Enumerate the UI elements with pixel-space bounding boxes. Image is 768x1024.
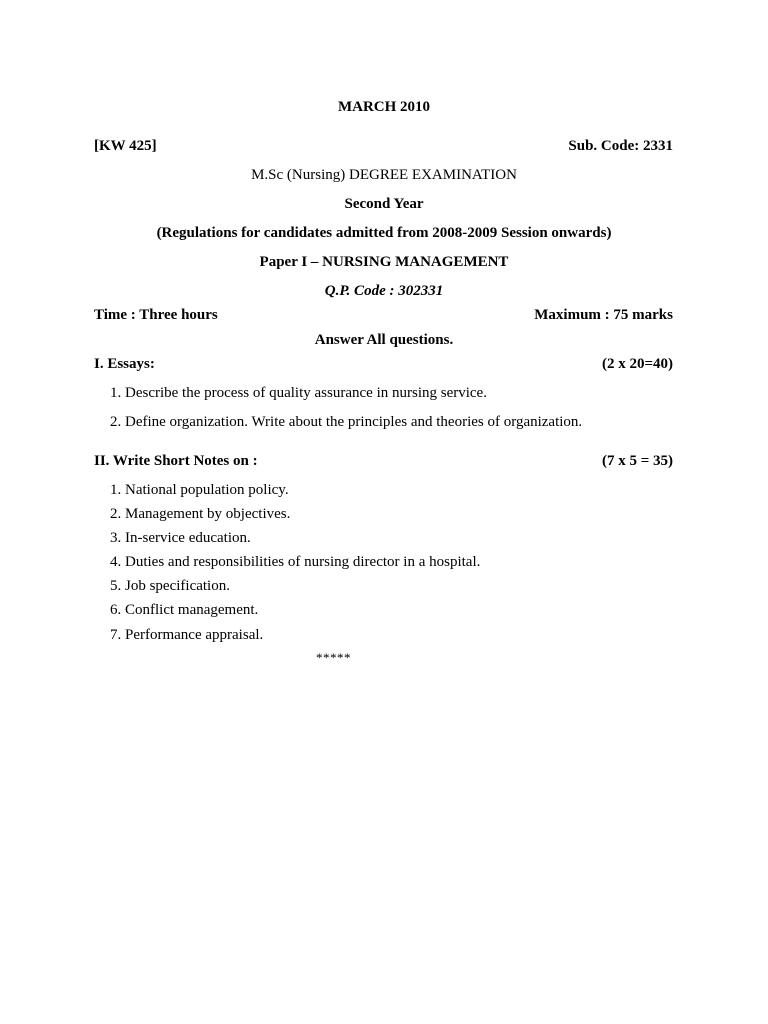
exam-date: MARCH 2010 <box>337 99 431 115</box>
degree-title: M.Sc (Nursing) DEGREE EXAMINATION <box>251 167 517 183</box>
subject-code: Sub. Code: 2331 <box>568 138 673 154</box>
qp-code: Q.P. Code : 302331 <box>324 283 444 299</box>
short-note-4: 4. Duties and responsibilities of nursing director in a hospital. <box>110 554 481 570</box>
section-essays-marks: (2 x 20=40) <box>601 356 673 372</box>
short-note-3: 3. In-service education. <box>110 530 251 546</box>
essay-question-1: 1. Describe the process of quality assurance in nursing service. <box>110 385 487 401</box>
section-short-notes-marks: (7 x 5 = 35) <box>601 453 673 469</box>
maximum-marks: Maximum : 75 marks <box>534 307 673 323</box>
year-title: Second Year <box>344 196 424 212</box>
short-note-2: 2. Management by objectives. <box>110 506 291 522</box>
short-note-6: 6. Conflict management. <box>110 602 259 618</box>
short-note-7: 7. Performance appraisal. <box>110 627 264 643</box>
paper-code: [KW 425] <box>94 138 157 154</box>
paper-title: Paper I – NURSING MANAGEMENT <box>259 254 509 270</box>
short-note-1: 1. National population policy. <box>110 482 289 498</box>
end-of-paper-mark: ***** <box>316 650 351 665</box>
regulations-note: (Regulations for candidates admitted from 2008-2009 Session onwards) <box>156 225 612 241</box>
section-essays-title: I. Essays: <box>94 356 155 372</box>
essay-question-2: 2. Define organization. Write about the principles and theories of organization. <box>110 414 583 430</box>
instruction-text: Answer All questions. <box>314 332 454 348</box>
section-short-notes-title: II. Write Short Notes on : <box>94 453 258 469</box>
time-allowed: Time : Three hours <box>94 307 218 323</box>
short-note-5: 5. Job specification. <box>110 578 230 594</box>
